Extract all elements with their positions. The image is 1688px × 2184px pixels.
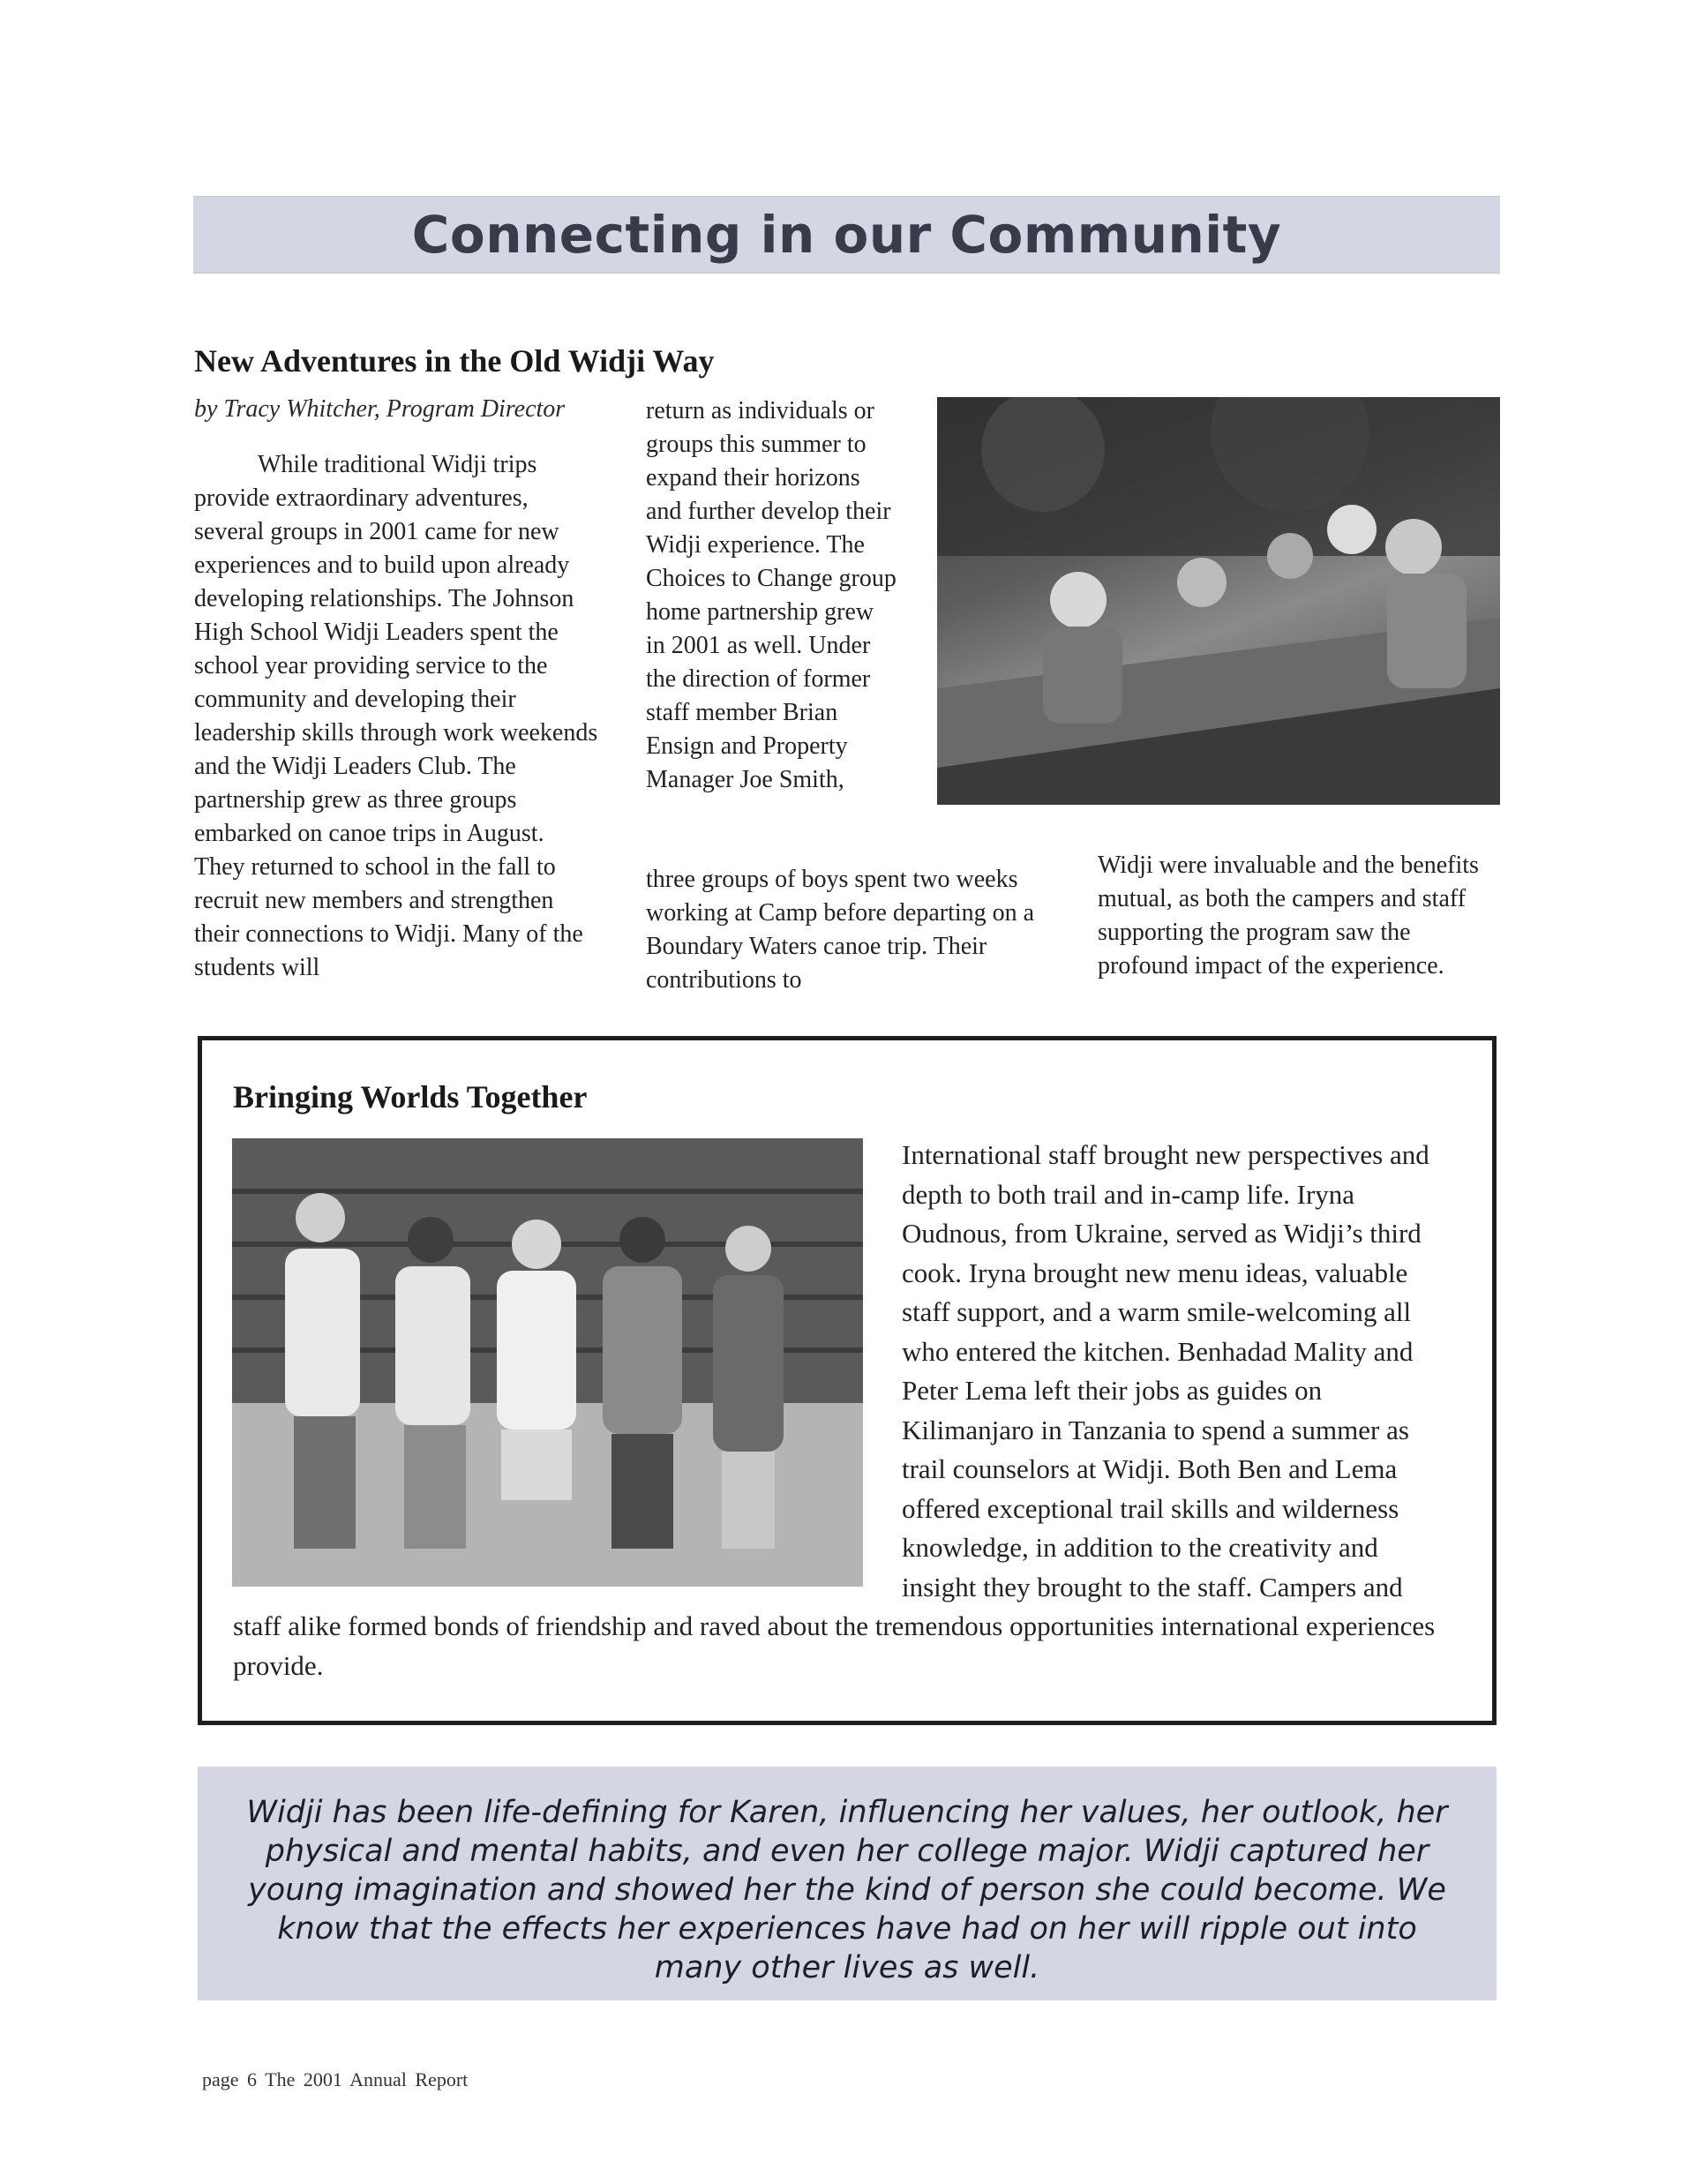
article-column-2-bottom	[646, 863, 1061, 997]
canoe-photo-illustration	[937, 397, 1500, 805]
article-column-2-top	[646, 394, 897, 797]
article-column-1	[194, 448, 600, 985]
article-paragraph-2a: return as individuals or groups this summer to expand their horizons and further develop their Widji experience. The Choices to Change group home partnership grew in 2001 as well. Under the direction of former staff member Brian Ensign and Property Manager Joe Smith,	[646, 397, 897, 793]
photo-wrap-spacer	[233, 1136, 902, 1581]
canoe-group-photo	[937, 397, 1500, 805]
section-banner	[193, 196, 1500, 274]
article-title: New Adventures in the Old Widji Way	[194, 343, 715, 379]
pull-quote	[198, 1767, 1497, 2000]
page-footer: page 6 The 2001 Annual Report	[202, 2068, 469, 2090]
article-paragraph-2b: three groups of boys spent two weeks working at Camp before departing on a Boundary Waters canoe trip. Their contributions to	[646, 866, 1035, 994]
article-paragraph-3: Widji were invaluable and the benefits mutual, as both the campers and staff supporting the program saw the profound impact of the experience.	[1098, 852, 1479, 979]
article-byline: by Tracy Whitcher, Program Director	[194, 395, 566, 423]
section-title: Connecting in our Community	[411, 205, 1282, 265]
article-paragraph-1: While traditional Widji trips provide extraordinary adventures, several groups in 2001 came for new experiences and to build upon already developing relationships. The Johnson High School Widji Leaders spent the school year providing service to the community and developing their leadership skills through work weekends and the Widji Leaders Club. The partnership grew as three groups embarked on canoe trips in August. They returned to school in the fall to recruit new members and strengthen their connections to Widji. Many of the students will	[194, 451, 598, 981]
feature-title: Bringing Worlds Together	[233, 1079, 588, 1115]
feature-paragraph: International staff brought new perspectives and depth to both trail and in-camp life. Iryna Oudnous, from Ukraine, served as Widji’s third cook. Iryna brought new menu ideas, valuable staff support, and a warm smile-welcoming all who entered the kitchen. Benhadad Mality and Peter Lema left their jobs as guides on Kilimanjaro in Tanzania to spend a summer as trail counselors at Widji. Both Ben and Lema offered exceptional trail skills and wilderness knowledge, in addition to the creativity and insight they brought to the staff. Campers and staff alike formed bonds of friendship and raved about the tremendous opportunities international experiences provide.	[233, 1139, 1436, 1681]
pull-quote-text: Widji has been life-defining for Karen, influencing her values, her outlook, her physical and mental habits, and even her college major. Widji captured her young imagination and showed her the kind of person she could become. We know that the effects her experiences have had on her will ripple out into many other lives as well.	[246, 1795, 1448, 1985]
feature-body	[233, 1136, 1451, 1685]
article-column-3	[1098, 849, 1499, 983]
